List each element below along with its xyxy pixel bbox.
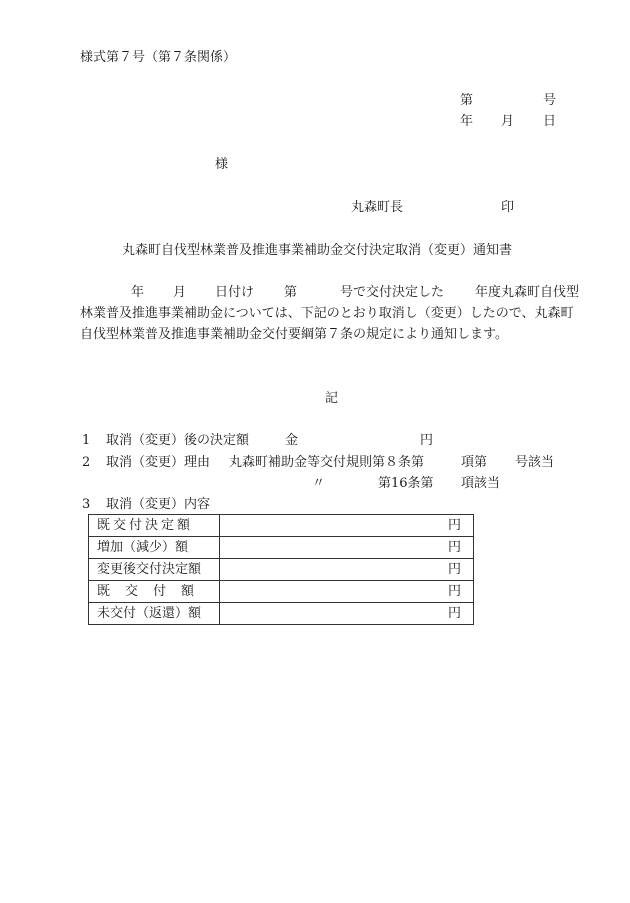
number-go: 号 [543,93,557,108]
item1-label: 取消（変更）後の決定額 [106,433,250,448]
row-label: 未交付（返還）額 [89,603,220,625]
body-line-2: 林業普及推進事業補助金については、下記のとおり取消し（変更）したので、丸森町 [80,306,574,321]
row-label: 増加（減少）額 [89,537,220,559]
form-label: 様式第７号（第７条関係） [80,50,237,65]
date-day: 日 [543,114,557,129]
item2-ditto: 〃 [312,476,326,491]
addressee-suffix: 様 [215,157,229,172]
table-row [89,581,474,603]
table-row [89,603,474,625]
body-day: 日付け [215,285,255,300]
item3-number: 3 [82,497,91,512]
body-dai: 第 [284,285,298,300]
body-line-3: 自伐型林業普及推進事業補助金交付要綱第７条の規定により通知します。 [80,327,508,342]
item2-rule: 丸森町補助金等交付規則第８条第 [229,455,425,470]
item2-kou: 項第 [461,455,488,470]
item1-number: 1 [82,433,91,448]
row-unit: 円 [220,537,474,559]
date-year: 年 [460,114,474,129]
amount-table [88,514,474,625]
item2-number: 2 [82,455,91,470]
seal-mark: 印 [501,200,515,215]
item2-label: 取消（変更）理由 [106,455,211,470]
date-month: 月 [501,114,515,129]
ki-heading: 記 [325,391,339,406]
row-unit: 円 [220,603,474,625]
row-unit: 円 [220,515,474,537]
table-row [89,515,474,537]
document-title: 丸森町自伐型林業普及推進事業補助金交付決定取消（変更）通知書 [122,243,513,258]
body-fiscal: 年度丸森町自伐型 [475,285,580,300]
row-unit: 円 [220,581,474,603]
item2-rule2: 第16条第 [378,476,434,491]
body-month: 月 [173,285,187,300]
item1-kin: 金 [285,433,299,448]
body-year: 年 [131,285,145,300]
row-label: 既交付決定額 [89,515,220,537]
item3-label: 取消（変更）内容 [106,497,211,512]
sender-title: 丸森町長 [351,200,404,215]
row-label: 変更後交付決定額 [89,559,220,581]
item2-kou2: 項該当 [461,476,501,491]
number-dai: 第 [460,93,474,108]
item2-gou: 号該当 [515,455,555,470]
row-label: 既交付額 [89,581,220,603]
table-row [89,559,474,581]
item1-yen: 円 [420,433,434,448]
row-unit: 円 [220,559,474,581]
body-go-text: 号で交付決定した [340,285,445,300]
table-row [89,537,474,559]
